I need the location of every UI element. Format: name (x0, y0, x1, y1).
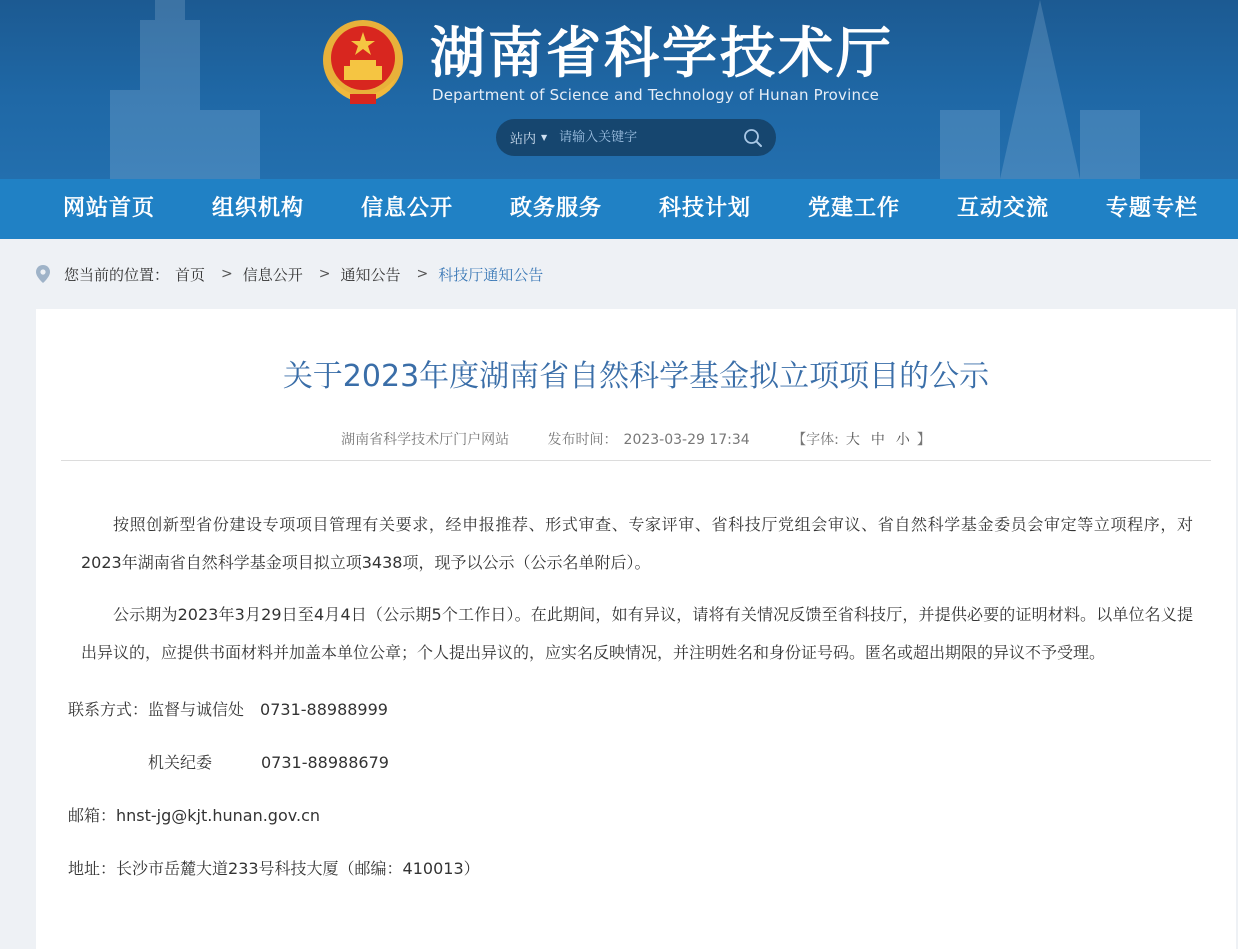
contact-line (148, 750, 389, 773)
contact-phone: 0731-88988679 (261, 753, 389, 772)
article-paragraph: 公示期为2023年3月29日至4月4日（公示期5个工作日）。在此期间，如有异议，请将有关情况反馈至省科技厅，并提供必要的证明材料。以单位名义提出异议的，应提供书面材料并加盖本单位公章；个人提出异议的，应实名反映情况，并注明姓名和身份证号码。匿名或超出期限的异议不予受理。 (81, 605, 1193, 662)
site-subtitle: Department of Science and Technology of Hunan Province (432, 86, 880, 104)
font-size-large-button[interactable]: 大 (845, 432, 860, 448)
nav-item-special-topics[interactable]: 专题专栏 (1106, 196, 1199, 221)
font-size-close: 】 (916, 432, 931, 448)
caret-down-icon: ▼ (541, 133, 548, 142)
address-line (68, 856, 480, 879)
site-title: 湖南省科学技术厅 (430, 21, 895, 85)
breadcrumb-notices[interactable]: 通知公告 (340, 265, 401, 284)
publish-time-label: 发布时间： (547, 432, 618, 448)
breadcrumb (36, 262, 543, 286)
contact-line (68, 697, 388, 720)
article-title: 关于2023年度湖南省自然科学基金拟立项项目的公示 (282, 359, 990, 394)
article-meta (36, 429, 1236, 449)
nav-item-party-building[interactable]: 党建工作 (808, 196, 901, 221)
search-box (496, 119, 776, 156)
breadcrumb-separator: > (318, 266, 331, 282)
breadcrumb-separator: > (221, 266, 233, 282)
breadcrumb-label: 您当前的位置： (64, 265, 170, 284)
nav-item-gov-services[interactable]: 政务服务 (510, 196, 603, 221)
location-pin-icon (36, 265, 50, 283)
divider (61, 460, 1211, 461)
publish-time: 2023-03-29 17:34 (623, 432, 750, 448)
email-label: 邮箱： (68, 806, 117, 825)
font-size-open: 【字体: (792, 432, 839, 448)
contact-dept: 机关纪委 (148, 753, 213, 772)
contact-phone: 0731-88988999 (260, 700, 388, 719)
nav-item-sci-tech-plan[interactable]: 科技计划 (659, 196, 752, 221)
nav-item-home[interactable]: 网站首页 (63, 196, 156, 221)
breadcrumb-separator: > (416, 266, 429, 282)
article-paragraph: 按照创新型省份建设专项项目管理有关要求，经申报推荐、形式审查、专家评审、省科技厅党组会审议、省自然科学基金委员会审定等立项程序，对2023年湖南省自然科学基金项目拟立项3438项，现予以公示（公示名单附后）。 (81, 515, 1193, 572)
search-input[interactable] (557, 124, 731, 152)
address-label: 地址： (68, 859, 117, 878)
font-size-medium-button[interactable]: 中 (870, 432, 885, 448)
address-value: 长沙市岳麓大道233号科技大厦（邮编：410013） (116, 859, 480, 878)
main-nav (0, 179, 1238, 239)
contact-label: 联系方式： (68, 700, 149, 719)
nav-item-organization[interactable]: 组织机构 (212, 196, 305, 221)
publish-time-wrap (548, 432, 750, 448)
article-panel (36, 309, 1236, 949)
contact-dept: 监督与诚信处 (148, 700, 245, 719)
breadcrumb-current[interactable]: 科技厅通知公告 (438, 265, 544, 284)
email-line (68, 803, 320, 826)
search-scope-label: 站内 (510, 132, 537, 147)
site-header (0, 0, 1238, 179)
font-size-small-button[interactable]: 小 (895, 432, 910, 448)
skyline-decoration-icon (110, 0, 270, 179)
email-address[interactable]: hnst-jg@kjt.hunan.gov.cn (116, 806, 320, 825)
article-body (81, 506, 1193, 672)
font-size-controls (792, 432, 931, 448)
nav-item-info-disclosure[interactable]: 信息公开 (361, 196, 454, 221)
breadcrumb-info-disclosure[interactable]: 信息公开 (242, 265, 303, 284)
national-emblem-icon (320, 18, 406, 108)
search-icon (743, 128, 763, 148)
search-scope-select[interactable] (510, 128, 547, 147)
skyline-decoration-icon (930, 0, 1150, 179)
article-source: 湖南省科学技术厅门户网站 (341, 432, 510, 448)
nav-item-interaction[interactable]: 互动交流 (957, 196, 1050, 221)
breadcrumb-home[interactable]: 首页 (175, 265, 206, 284)
search-button[interactable] (742, 127, 764, 149)
